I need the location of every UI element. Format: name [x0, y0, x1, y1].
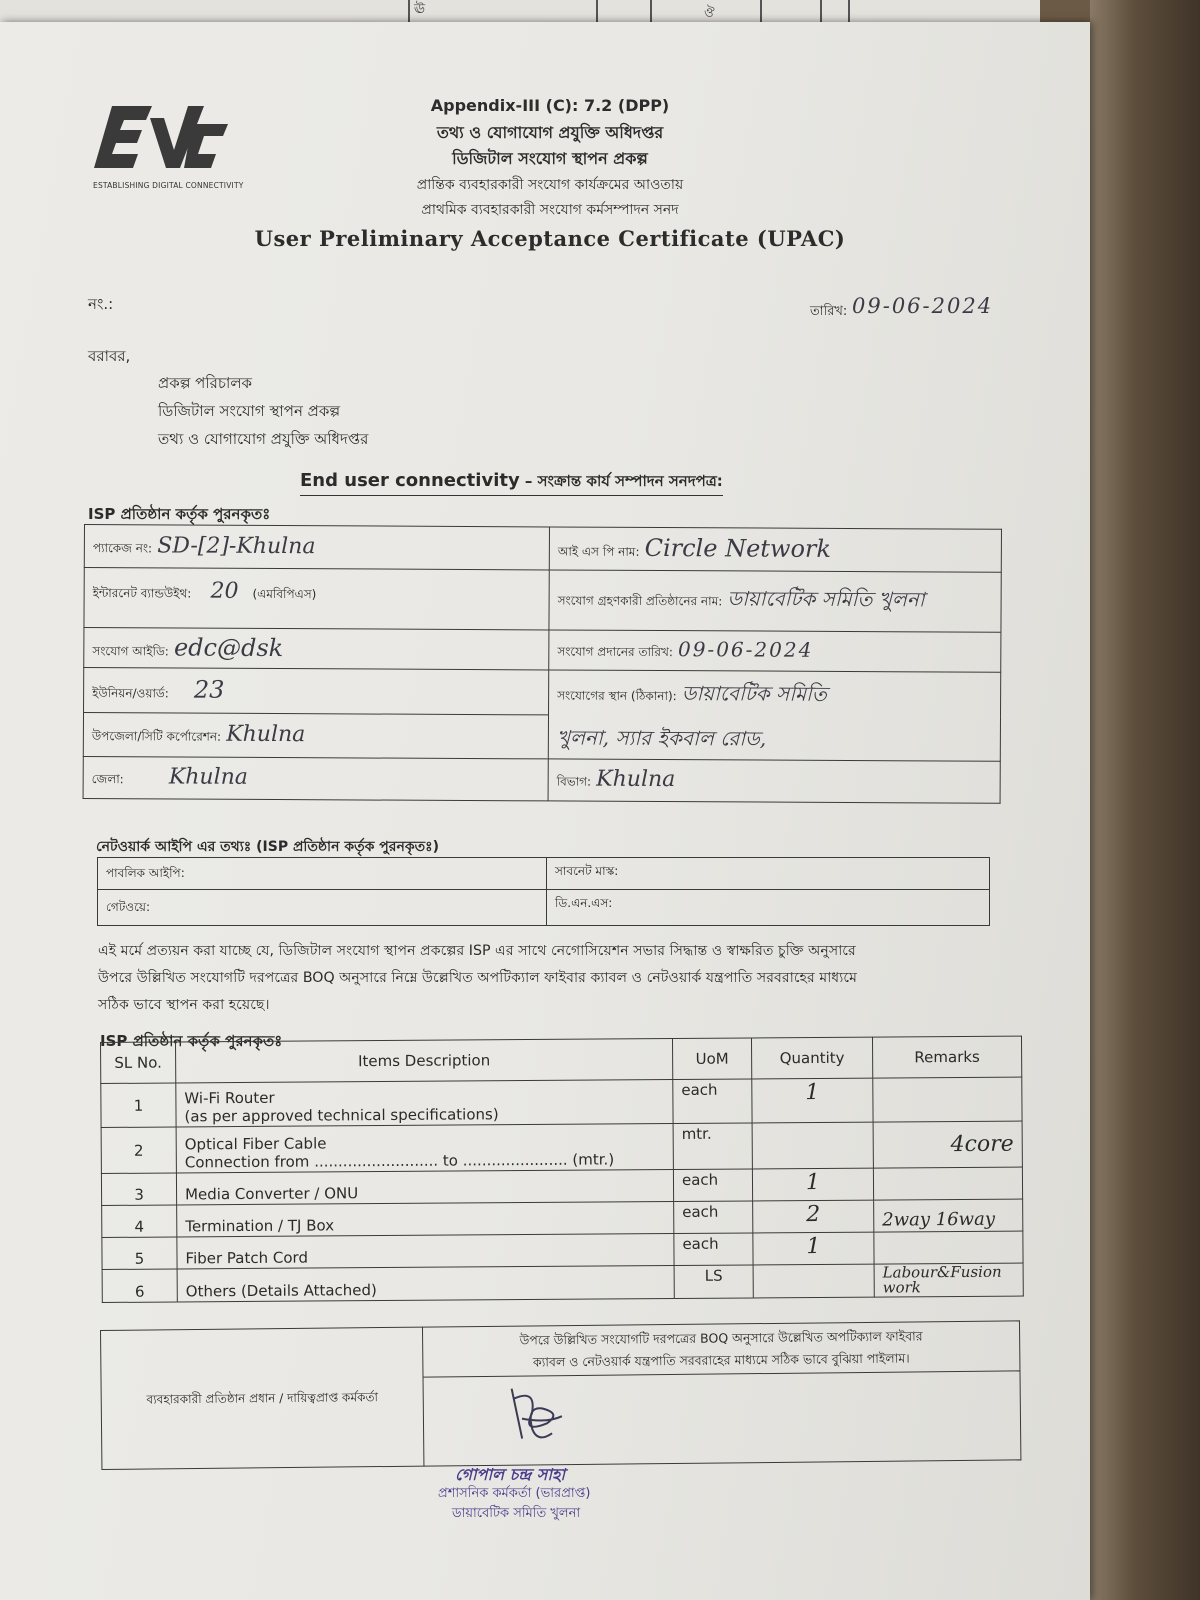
- division-label: বিভাগ:: [556, 774, 592, 789]
- ack-statement-2: ক্যাবল ও নেটওয়ার্ক যন্ত্রপাতি সরবরাহের মাধ্যমে সঠিক ভাবে বুঝিয়া পাইলাম।: [532, 1350, 910, 1369]
- receiver-value: ডায়াবেটিক সমিতি খুলনা: [727, 586, 925, 612]
- row-sl: 3: [101, 1173, 176, 1206]
- connection-info-table: [83, 524, 1002, 804]
- row-remarks: 4core: [873, 1121, 1022, 1168]
- certify-line-2: উপরে উল্লিখিত সংযোগটি দরপত্রের BOQ অনুসারে নিম্নে উল্লেখিত অপটিক্যাল ফাইবার ক্যাবল ও নেটওয়ার্ক যন্ত্রপাতি সরবরাহের মাধ্যমে: [98, 970, 857, 986]
- row-desc: Fiber Patch Cord: [177, 1233, 674, 1268]
- union-cell: [84, 668, 549, 715]
- to-label: বরাবর,: [88, 347, 131, 365]
- receiver-cell: [549, 570, 1001, 632]
- address-value-2: খুলনা, স্যার ইকবাল রোড,: [556, 725, 767, 751]
- conn-date-value: 09-06-2024: [677, 637, 814, 662]
- bandwidth-label: ইন্টারনেট ব্যান্ডউইথ:: [92, 586, 192, 601]
- row-sl: 4: [102, 1205, 177, 1238]
- dns-cell: [547, 890, 990, 926]
- col-sl: SL No.: [101, 1042, 176, 1084]
- header-certificate-bn: প্রাথমিক ব্যবহারকারী সংযোগ কর্মসম্পাদন সনদ: [421, 202, 679, 218]
- row-desc-main: Optical Fiber Cable: [184, 1134, 327, 1154]
- package-label: প্যাকেজ নং:: [92, 540, 153, 555]
- package-cell: [84, 525, 549, 570]
- stamp-designation: প্রশাসনিক কর্মকর্তা (ভারপ্রাপ্ত): [438, 1486, 591, 1501]
- acknowledgement-table: [100, 1320, 1021, 1470]
- header-dept: তথ্য ও যোগাযোগ প্রযুক্তি অধিদপ্তর: [436, 123, 664, 142]
- table-row: [102, 1263, 1023, 1302]
- isp-filled-label: ISP প্রতিষ্ঠান কর্তৃক পুরনকৃতঃ: [88, 505, 271, 523]
- row-sl: 2: [101, 1127, 176, 1174]
- public-ip-cell: [98, 858, 547, 890]
- address-label: সংযোগের স্থান (ঠিকানা):: [557, 688, 677, 704]
- isp-name-value: Circle Network: [644, 533, 832, 563]
- row-remarks: Labour&Fusion work: [874, 1263, 1023, 1297]
- ack-left-label: ব্যবহারকারী প্রতিষ্ঠান প্রধান / দায়িত্বপ্রাপ্ত কর্মকর্তা: [146, 1389, 379, 1407]
- receiver-label: সংযোগ গ্রহণকারী প্রতিষ্ঠানের নাম:: [557, 593, 723, 609]
- row-uom: each: [674, 1233, 753, 1266]
- signature-cell: [423, 1371, 1021, 1466]
- logo-tagline: ESTABLISHING DIGITAL CONNECTIVITY: [93, 181, 244, 190]
- subject-en: End user connectivity: [300, 470, 520, 491]
- dns-label: ডি.এন.এস:: [555, 896, 613, 910]
- row-sl: 5: [102, 1237, 177, 1270]
- conn-id-label: সংযোগ আইডি:: [92, 643, 169, 658]
- row-uom: mtr.: [673, 1123, 752, 1170]
- appendix-ref: Appendix-III (C): 7.2 (DPP): [430, 96, 670, 115]
- row-uom: each: [673, 1169, 752, 1202]
- subject-bn: – সংক্রান্ত কার্য সম্পাদন সনদপত্র:: [519, 472, 723, 490]
- address-value-1: ডায়াবেটিক সমিতি: [681, 681, 827, 706]
- boq-header-row: [101, 1036, 1022, 1083]
- row-qty: [753, 1264, 874, 1298]
- row-desc: [176, 1124, 673, 1173]
- row-qty: 1: [752, 1078, 873, 1123]
- division-cell: [548, 759, 1000, 803]
- col-remarks: Remarks: [872, 1036, 1021, 1078]
- district-cell: [83, 756, 548, 800]
- row-uom: LS: [674, 1265, 753, 1299]
- bandwidth-value: 20: [210, 578, 239, 604]
- signature-mark-icon: [492, 1378, 583, 1459]
- table-row: [101, 1121, 1022, 1173]
- date-label: তারিখ:: [810, 304, 848, 319]
- col-items: Items Description: [176, 1039, 673, 1083]
- row-remarks: [873, 1167, 1022, 1200]
- row-desc-sub: Connection from .......................... to ...................... (mtr.): [184, 1150, 615, 1172]
- bandwidth-cell: [84, 568, 549, 630]
- division-value: Khulna: [596, 766, 676, 793]
- conn-date-label: সংযোগ প্রদানের তারিখ:: [557, 644, 673, 660]
- header-project: ডিজিটাল সংযোগ স্থাপন প্রকল্প: [452, 149, 648, 168]
- gateway-label: গেটওয়ে:: [106, 900, 151, 914]
- date-value: 09-06-2024: [852, 294, 994, 318]
- to-line-1: প্রকল্প পরিচালক: [158, 374, 253, 392]
- row-remarks: [873, 1077, 1022, 1122]
- certify-line-3: সঠিক ভাবে স্থাপন করা হয়েছে।: [98, 997, 270, 1013]
- union-label: ইউনিয়ন/ওয়ার্ড:: [92, 685, 169, 701]
- row-remarks: [874, 1231, 1023, 1264]
- boq-label: ISP প্রতিষ্ঠান কর্তৃক পুরনকৃতঃ: [100, 1032, 283, 1050]
- row-qty: 1: [753, 1232, 874, 1265]
- ref-no-label: নং.:: [88, 295, 114, 313]
- row-qty: 1: [752, 1168, 873, 1201]
- strip-glyph: ঔ: [704, 6, 715, 21]
- boq-table: [100, 1036, 1024, 1303]
- ack-left-cell: [101, 1327, 424, 1469]
- header-scope: প্রান্তিক ব্যবহারকারী সংযোগ কার্যক্রমের আওতায়: [416, 177, 684, 193]
- row-qty: [752, 1122, 873, 1169]
- upazila-cell: [83, 712, 548, 759]
- certify-line-1: এই মর্মে প্রত্যয়ন করা যাচ্ছে যে, ডিজিটাল সংযোগ স্থাপন প্রকল্পের ISP এর সাথে নেগোসিয়েশন সভার সিদ্ধান্ত ও স্বাক্ষরিত চুক্তি অনুসারে: [98, 943, 856, 959]
- isp-name-label: আই এস পি নাম:: [557, 544, 640, 559]
- public-ip-label: পাবলিক আইপি:: [106, 866, 185, 880]
- certificate-title: User Preliminary Acceptance Certificate (UPAC): [254, 226, 846, 251]
- conn-id-cell: [84, 628, 549, 670]
- row-desc: [176, 1080, 673, 1127]
- bandwidth-unit: (এমবিপিএস): [252, 586, 317, 602]
- stamp-name: গোপাল চন্দ্র সাহা: [455, 1465, 566, 1484]
- package-value: SD-[2]-Khulna: [157, 532, 316, 559]
- ack-statement-1: উপরে উল্লিখিত সংযোগটি দরপত্রের BOQ অনুসারে উল্লেখিত অপটিক্যাল ফাইবার: [519, 1327, 923, 1348]
- row-sl: 1: [101, 1083, 176, 1128]
- row-qty: 2: [753, 1200, 874, 1233]
- row-remarks: 2way 16way: [874, 1199, 1023, 1232]
- ack-statement-cell: [422, 1321, 1019, 1377]
- upazila-label: উপজেলা/সিটি কর্পোরেশন:: [91, 728, 222, 744]
- stamp-organization: ডায়াবেটিক সমিতি খুলনা: [452, 1506, 581, 1521]
- row-sl: 6: [102, 1269, 177, 1303]
- to-line-3: তথ্য ও যোগাযোগ প্রযুক্তি অধিদপ্তর: [158, 430, 369, 448]
- union-value: 23: [193, 675, 225, 704]
- subnet-label: সাবনেট মাস্ক:: [555, 864, 619, 878]
- to-line-2: ডিজিটাল সংযোগ স্থাপন প্রকল্প: [158, 402, 341, 420]
- conn-id-value: edc@dsk: [173, 632, 284, 662]
- col-quantity: Quantity: [751, 1037, 872, 1079]
- subject-line: [300, 470, 723, 496]
- row-desc: Others (Details Attached): [177, 1265, 674, 1301]
- address-cell: [548, 670, 1000, 761]
- strip-glyph: ঊ: [414, 2, 426, 17]
- row-uom: each: [674, 1201, 753, 1234]
- gateway-cell: [98, 890, 547, 926]
- table-row: [101, 1077, 1022, 1127]
- row-desc-main: Wi-Fi Router: [184, 1088, 275, 1108]
- conn-date-cell: [549, 630, 1001, 672]
- district-label: জেলা:: [91, 772, 124, 787]
- district-value: Khulna: [168, 764, 249, 790]
- network-section-title: নেটওয়ার্ক আইপি এর তথ্যঃ (ISP প্রতিষ্ঠান কর্তৃক পুরনকৃতঃ): [96, 839, 440, 855]
- background-surface: [1090, 0, 1200, 1600]
- col-uom: UoM: [672, 1038, 751, 1080]
- row-desc: Media Converter / ONU: [176, 1170, 673, 1205]
- upazila-value: Khulna: [226, 721, 306, 747]
- row-uom: each: [673, 1079, 752, 1124]
- row-desc: Termination / TJ Box: [177, 1201, 674, 1236]
- row-desc-sub: (as per approved technical specifications): [184, 1105, 499, 1126]
- subnet-cell: [547, 858, 990, 890]
- isp-name-cell: [549, 527, 1001, 572]
- network-info-table: [97, 857, 990, 926]
